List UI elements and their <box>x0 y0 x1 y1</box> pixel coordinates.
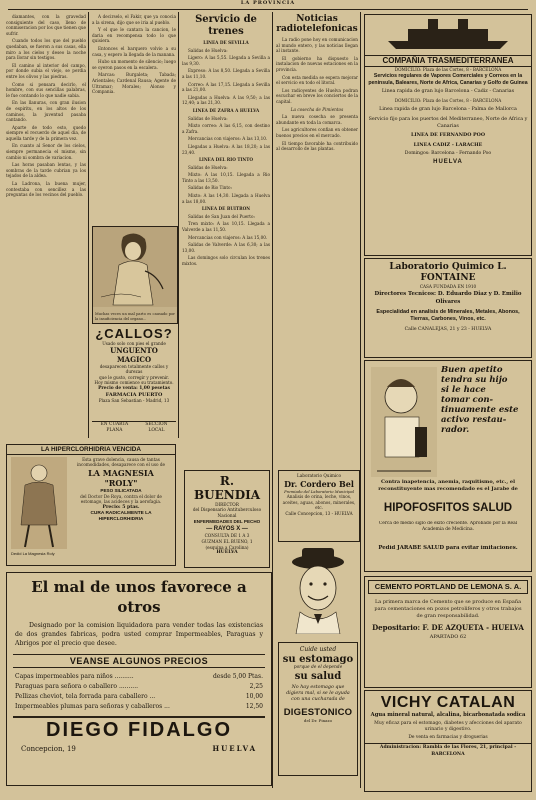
cemento-ad <box>364 576 532 688</box>
callos-pharmacy: FARMACIA PUERTO <box>105 391 163 398</box>
train-line: Salidas de Valverde: A las 6,30; a las 13,00. <box>182 242 270 253</box>
article-column-1 <box>6 14 86 442</box>
buendia-sub: del Dispensario Antituberculoso Nacional <box>192 507 262 518</box>
fidalgo-ad <box>6 572 272 786</box>
article-paragraph: Aparte de todo esto, quedo siempre el recuerdo de aquel dia, de aquella tarde y de la primera vez. <box>6 124 86 141</box>
illustrated-ad <box>92 226 178 324</box>
train-section <box>182 40 270 267</box>
train-line: Mercancias con viajeros: A las 13,10. <box>188 136 268 142</box>
vichy-sub: Agua mineral natural, alcalina, bicarbonatada sodica <box>370 712 526 718</box>
article-paragraph: diamantes, con la gravedad consiguiente del caso, lleno de conmiseracion por los que tienen que sufrir. <box>6 14 86 36</box>
brands-list: Marcas: Burgaleta; Tabada; Arientales; Cardenal Rausa; Agente de Ultramar; Morales; Alonso y Compania. <box>92 72 176 95</box>
fontaine-title: Laboratorio Quimico L. FONTAINE <box>389 262 507 283</box>
column-rule <box>178 12 179 438</box>
article-paragraph: En las llanuras, con gran ilusion de espiritu, en los altos de los caminos, la juventud pasaba cantando. <box>6 100 86 123</box>
hipo-line: tinuamente este <box>441 405 519 415</box>
article-paragraph: Cuando todos los que del pueblo quedaban, se fueron a sus casas, ella miro a los cielos y deseo la noche para llorar sin testigos. <box>6 38 86 61</box>
digestonico-line: Cuide usted <box>299 646 337 653</box>
article-paragraph: En cuanto al Senor de los cielos, siempre permanecia el mismo, sin cambio ni sombra de variacion. <box>6 143 86 160</box>
train-line: Salidas de Huelva: <box>188 47 228 53</box>
hipofosfitos-ad <box>364 360 532 572</box>
price-item: Pellizas cheviot, tela forrada para caballero ... <box>15 693 156 700</box>
callos-footer <box>92 421 176 434</box>
cordero-ad <box>278 470 360 542</box>
fidalgo-price-list <box>7 670 271 714</box>
buendia-specialty: ENFERMEDADES DEL PECHO <box>193 519 261 525</box>
cemento-title: CEMENTO PORTLAND DE LEMONA S. A. <box>368 580 528 594</box>
trasmed-city: HUELVA <box>433 158 463 165</box>
train-line: Salidas de Huelva: <box>188 115 228 121</box>
price-value: 10,00 <box>245 693 263 700</box>
price-row <box>15 702 263 712</box>
train-service-column <box>182 14 270 454</box>
figure-illustration <box>11 457 67 549</box>
fidalgo-body: Designado por la comision liquidadora para vender todas las existencias de dos grandes fabricas, podra usted comprar Impermeables, Paraguas y Abrigos por el precio que desee. <box>15 622 263 647</box>
callos-brand: UNGUENTO MAGICO <box>110 346 158 364</box>
hipo-line: tomar con- <box>441 395 494 405</box>
trasmed-line: LINEA CADIZ - LARACHE <box>413 141 483 148</box>
train-line: Tren mixto: A las 10,15. Llegada a Valverde a las 11,50. <box>182 221 270 233</box>
vichy-foot: De venta en farmacias y droguerias <box>408 735 488 740</box>
newspaper-name: LA PROVINCIA <box>240 0 296 6</box>
fidalgo-city: HUELVA <box>212 744 257 753</box>
callos-line: que le gusto, corregir y prevenir. <box>98 374 170 380</box>
buendia-ad <box>184 470 270 568</box>
trasmed-line: Linea rapida de gran lujo Barcelona - Cadiz - Canarias <box>381 89 515 95</box>
cordero-body: Analisis de orina, leche, vinos, aceites, aguas, abonos, minerales, etc. <box>282 494 356 511</box>
train-line: Ligero: A las 5,55. Llegada a Sevilla a las 9,30. <box>182 55 270 66</box>
cordero-address: Calle Concepcion, 13 - HUELVA <box>285 510 353 516</box>
article-paragraph: Los agricultores confian en obtener buenos precios en el mercado. <box>276 127 358 138</box>
buendia-rays: — RAYOS X — <box>206 526 248 533</box>
train-section-heading: LINEA DE BUITRON <box>201 206 251 212</box>
magnesia-body2: del Doctor De Roya, contra el dolor de estomago, las acideces y la aerofagia. <box>80 493 162 505</box>
footer-left-text: EN CUARTA PLANA <box>100 422 129 433</box>
buendia-role: DIRECTOR <box>215 502 239 507</box>
article-paragraph: Entonces el barquero volvio a su casa, y espero la llegada de la manana. <box>92 45 176 57</box>
train-line: Mixto: A las 10,15. Llegada a Rio Tinto a las 13,50. <box>182 172 270 183</box>
trasmediterranea-ad <box>364 14 532 256</box>
magnesia-title: LA HIPERCLORHIDRIA VENCIDA <box>7 445 175 455</box>
hipo-line: activo restau- <box>441 415 507 425</box>
train-line: Correo: A las 17,15. Llegada a Sevilla a las 21,00. <box>182 81 270 93</box>
woman-figure-illustration <box>93 227 177 307</box>
buendia-address: GUZMAN EL BUENO, 1 <box>201 539 253 545</box>
magnesia-body: Esta grave dolencia, causa de tantas incomodidades, desaparece con el uso de <box>76 457 166 468</box>
callos-title: ¿CALLOS? <box>95 326 173 341</box>
train-line: Llegadas a Huelva: A las 18,20; a las 23,40. <box>182 143 270 155</box>
price-row <box>15 672 263 682</box>
trasmed-sub: DOMICILIO: Plaza de las Cortes, 8 - BARCELONA <box>394 67 502 72</box>
fontaine-body: Especialidad en analisis de Minerales, Metales, Abonos, Tierras, Carbones, Vinos, etc. <box>376 309 520 322</box>
article-column-2 <box>92 14 176 174</box>
magnesia-ad <box>6 444 176 566</box>
price-value: desde 5,00 Ptas. <box>212 673 263 680</box>
train-section-heading: LINEA DE SEVILLA <box>203 40 249 45</box>
trasmed-line: Linea rapida de gran lujo Barcelona - Palma de Mallorca <box>379 106 517 112</box>
vichy-ad <box>364 690 532 792</box>
digestonico-ad <box>278 544 358 784</box>
article-paragraph: A decirselo, el Fakir, que ya conocia a la sirena, dijo que se iria al pueblo. <box>92 14 176 25</box>
fidalgo-brand: DIEGO FIDALGO <box>13 716 265 742</box>
article-paragraph: La nueva cosecha se presenta abundante en toda la comarca. <box>276 114 358 125</box>
train-service-title: Servicio de trenes <box>195 14 257 37</box>
hipo-body: Contra inapetencia, anemia, raquitismo, etc., el reconstituyente mas recomendado es el Jarabe de <box>378 479 518 492</box>
price-value: 2,25 <box>249 683 263 690</box>
hipo-line: Buen apetito <box>441 365 503 375</box>
vichy-maker: Administracion: Rambla de las Flores, 21, principal - BARCELONA <box>365 743 531 758</box>
digestonico-body: No hay estomago que digiera mal, si se le ayuda con una cucharada de <box>286 685 350 703</box>
buendia-hours: CONSULTA DE 1 A 3 <box>204 533 250 539</box>
article-paragraph: Las horas pasaban lentas, y las sombras de la tarde cubrian ya los tejados de la aldea. <box>6 162 86 179</box>
cordero-title: Laboratorio Quimico <box>296 473 342 478</box>
callos-line: Usado solo con pies el grande <box>102 341 166 346</box>
hipo-brand: HIPOFOSFITOS SALUD <box>383 502 513 514</box>
hipo-foot: Pedid JARABE SALUD para evitar imitaciones. <box>378 545 518 551</box>
price-value: 12,50 <box>245 703 263 710</box>
buendia-name: R. BUENDIA <box>193 474 261 502</box>
trasmed-services: Servicios regulares de Vapores Comerciales y Correos en la peninsula, Baleares, Norte de Africa, Canarias y Golfo de Guinea <box>368 73 528 86</box>
digestonico-maker: del Dr. Pinazo <box>303 717 333 723</box>
digestonico-line: su salud <box>294 671 342 682</box>
hipo-line: tendra su hijo <box>441 375 508 385</box>
vichy-title: VICHY CATALAN <box>380 694 516 711</box>
train-line: Expreso: A las 8,50. Llegada a Sevilla a las 11,10. <box>182 68 270 79</box>
column-rule <box>272 12 273 788</box>
fontaine-directors: Directores Tecnicos: D. Eduardo Diaz y D. Emilio Olivares <box>374 291 522 305</box>
price-item: Impermeables plumas para señoras y caballeros ... <box>15 703 170 710</box>
callos-price: Precio de venta: 1,00 pesetas <box>98 385 170 391</box>
trasmed-line: LINEA DE FERNANDO POO <box>410 131 486 138</box>
train-section-heading: LINEA DE ZAFRA A HUELVA <box>192 107 260 113</box>
ad-caption: Muchas veces un mal parto es causado por la insuficiencia del organo... <box>95 312 175 321</box>
page-header <box>8 0 528 10</box>
train-section-heading: LINEA DEL RIO TINTO <box>198 157 254 163</box>
digestonico-box <box>278 642 358 776</box>
cordero-sub: Premiado del Laboratorio Municipal <box>284 489 354 494</box>
smiling-man-illustration <box>278 544 358 634</box>
fidalgo-address: Concepcion, 19 <box>21 745 76 753</box>
train-line: Mixto correo: A las 6,15, con destino a Zafra. <box>182 123 270 134</box>
article-paragraph: El tiempo favorable ha contribuido al desarrollo de las plantas. <box>276 140 358 152</box>
cemento-body: La primera marca de Cemento que se produce en España para cementaciones en pozos petroliferos y otros trabajos de gran responsabilidad. <box>374 599 522 619</box>
child-illustration <box>371 367 437 477</box>
article-paragraph: Los radioyentes de Huelva podran escuchar en breve los conciertos de la capital. <box>276 87 358 104</box>
cordero-name: Dr. Cordero Bel <box>284 479 354 489</box>
radio-news-title: Noticias radiotelefonicas <box>276 14 358 34</box>
magnesia-price: Precio: 5 ptas. <box>102 504 140 510</box>
hipo-foot: Cerca de medio siglo de exito creciente. Aprobado por la Real Academia de Medicina. <box>378 521 518 532</box>
article-paragraph: El gobierno ha dispuesto la instalacion de nuevas estaciones en la provincia. <box>276 55 358 72</box>
buendia-city: HUELVA <box>216 550 238 556</box>
train-line: Las domingos solo circulan los trenes mixtos. <box>182 255 270 266</box>
callos-line: desaparecen totalmente callos y durezas <box>99 364 169 375</box>
magnesia-brand: LA MAGNESIA "ROLY" <box>88 467 154 488</box>
magnesia-caption: Dedid La Magnesia Roly <box>11 551 55 556</box>
callos-line: Hoy mismo comience su tratamiento. <box>94 380 174 386</box>
price-row <box>15 682 263 692</box>
radio-news-column <box>276 14 358 454</box>
fidalgo-subtitle: VEANSE ALGUNOS PRECIOS <box>13 654 265 668</box>
footer-right-text: SECCION LOCAL <box>145 422 168 433</box>
trasmed-footer: Domingos: Barcelona - Fernando Poo <box>404 150 492 156</box>
hipo-line: si le hace <box>441 385 486 395</box>
cemento-dep-label: Depositario: <box>372 623 421 632</box>
magnesia-sub: PESO SILICATADA <box>100 487 142 493</box>
train-line: Mixto: A las 14,30. Llegada a Huelva a las 18,00. <box>182 193 270 204</box>
buendia-phone: (esquina a Carolina) <box>205 544 249 550</box>
column-rule <box>88 12 89 438</box>
article-paragraph: La radio pone hoy en comunicacion al mundo entero, y las noticias llegan al instante. <box>276 37 358 54</box>
article-paragraph: Hubo un momento de silencio; luego se oyeron pasos en la escalera. <box>92 59 176 70</box>
trasmed-line: Servicio fijo para los puertos del Mediterraneo, Norte de Africa y Canarias <box>368 116 528 129</box>
cemento-dep-name: F. DE AZQUETA - HUELVA <box>422 623 524 632</box>
train-line: Mercancias con viajeros: A las 15,00. <box>188 234 268 240</box>
article-paragraph: Con esta medida se espera mejorar el servicio en todo el litoral. <box>276 74 358 86</box>
price-row <box>15 692 263 702</box>
magnesia-copy <box>71 457 171 561</box>
fidalgo-title: El mal de unos favorece a otros <box>31 578 247 616</box>
ship-logo-icon <box>368 15 528 51</box>
train-line: Salidas de Huelva: <box>188 164 228 170</box>
callos-address: Plaza San Sebastian - Madrid, 13 <box>98 397 170 403</box>
fontaine-sub: CASA FUNDADA EN 1910 <box>419 284 477 289</box>
train-line: Salidas de San Juan del Puerto: <box>188 213 255 219</box>
trasmed-company: COMPAÑIA TRASMEDITERRANEA <box>365 55 531 67</box>
hipo-headline <box>441 365 527 435</box>
fontaine-address: Calle CANALEJAS, 21 y 23 - HUELVA <box>404 327 492 332</box>
digestonico-line: su estomago <box>282 654 354 665</box>
magnesia-cure: CURA RADICALMENTE LA HIPERCLORHIDRIA <box>90 510 152 522</box>
hipo-line: rador. <box>441 425 470 435</box>
cemento-box: APARTADO 62 <box>429 634 467 640</box>
column-rule <box>360 12 361 788</box>
fidalgo-footer <box>7 742 271 756</box>
digestonico-brand: DIGESTONICO <box>283 706 353 718</box>
fontaine-ad <box>364 258 532 358</box>
article-paragraph: Como si pensara decirlo, el hombre, con sus sencillas palabras, le fue contando lo que nadie sabia. <box>6 81 86 98</box>
article-paragraph: Y el que le cantara la cancion, le daria en recompensa todo lo que quisiera. <box>92 27 176 44</box>
callos-ad <box>92 326 176 438</box>
price-item: Paraguas para señora o caballero .......... <box>15 683 139 690</box>
radio-news-body <box>276 37 358 152</box>
train-line: Llegadas a Huelva: A las 9,50; a las 12,40; a las 21,30. <box>182 94 270 106</box>
digestonico-line: porque de el depende <box>293 665 343 670</box>
price-item: Capas impermeables para niños .......... <box>15 673 134 680</box>
cemento-depositario <box>365 622 531 634</box>
article-paragraph: El camino al interior del campo, por donde subia el viejo, se perdia entre los olivos y las piedras. <box>6 62 86 79</box>
article-paragraph: La Ladrona, la buena mujer, contestaba con sencillez a las preguntas de los vecinos del pueblo. <box>6 181 86 198</box>
article-subheading: La cosecha de Pimientos <box>290 106 344 112</box>
vichy-body: Muy eficaz para el estomago, diabetes y afecciones del aparato urinario y digestivo. <box>374 721 522 732</box>
trasmed-detail: DOMICILIO: Plaza de las Cortes, 8 - BARCELONA <box>394 98 502 104</box>
train-line: Salidas de Rio Tinto: <box>188 185 232 191</box>
